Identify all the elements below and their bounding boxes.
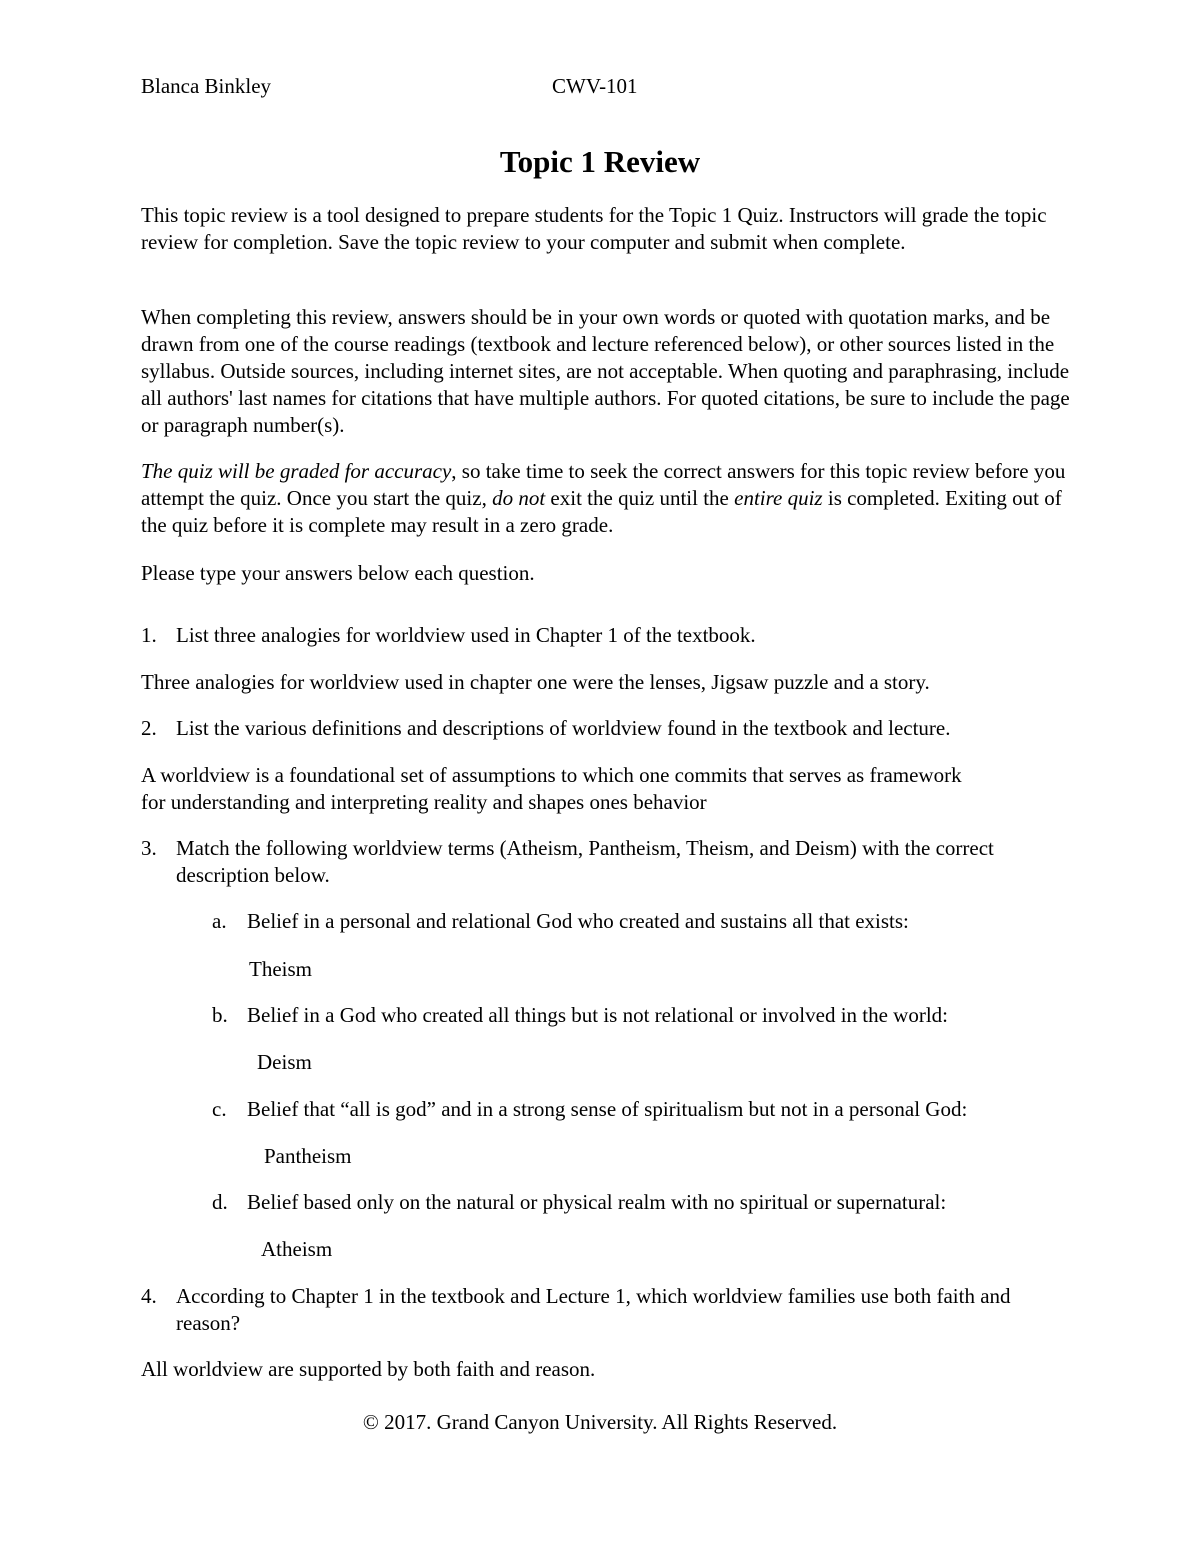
intro-paragraph-2-text: When completing this review, answers should be in your own words or quoted with quotation marks, and be drawn from one of the course readings (textbook and lecture referenced below), or other sources listed in the syllabus. Outside sources, including internet sites, are not acceptable. When quoting and paraphrasing, include all authors' last names for citations that have multiple authors. For quoted citations, be sure to include the page or paragraph number(s). [141,305,1070,437]
intro-paragraph-3-italic-2: do not [492,486,546,510]
question-4-number: 4. [141,1284,157,1308]
question-3a-answer: Theism [249,957,312,981]
page-title: Topic 1 Review [499,144,701,179]
intro-paragraph-3-italic-3: entire quiz [734,486,823,510]
question-3d-answer: Atheism [261,1237,333,1261]
question-3b-letter: b. [212,1003,228,1027]
question-3c-answer: Pantheism [264,1144,352,1168]
answer-2-text: A worldview is a foundational set of assumptions to which one commits that serves as framework for understanding and interpreting reality and shapes ones behavior [141,763,962,814]
question-1-text: List three analogies for worldview used in Chapter 1 of the textbook. [176,623,756,647]
question-2-text: List the various definitions and descriptions of worldview found in the textbook and lecture. [176,716,951,740]
question-3-number: 3. [141,836,157,860]
header-author: Blanca Binkley [141,74,272,98]
question-1-number: 1. [141,623,157,647]
copyright-footer: © 2017. Grand Canyon University. All Rights Reserved. [362,1410,838,1434]
answer-1-text: Three analogies for worldview used in chapter one were the lenses, Jigsaw puzzle and a story. [141,670,930,694]
question-3-text: Match the following worldview terms (Atheism, Pantheism, Theism, and Deism) with the correct description below. [176,836,994,887]
answer-4-text: All worldview are supported by both faith and reason. [141,1357,596,1381]
intro-paragraph-1-text: This topic review is a tool designed to prepare students for the Topic 1 Quiz. Instructors will grade the topic review for completion. Save the topic review to your computer and submit when complete. [141,203,1047,254]
intro-paragraph-3-part-4: is completed. Exiting out of the quiz before it is complete may result in a zero grade. [141,486,1062,537]
intro-paragraph-1 [141,202,1071,256]
intro-paragraph-3 [141,458,1071,539]
intro-paragraph-4-text: Please type your answers below each question. [141,561,535,585]
question-3c-text: Belief that “all is god” and in a strong sense of spiritualism but not in a personal God: [247,1097,968,1121]
question-3b-text: Belief in a God who created all things but is not relational or involved in the world: [247,1003,949,1027]
intro-paragraph-3-italic-1: The quiz will be graded for accuracy [141,459,452,483]
answer-1 [141,669,1071,696]
intro-paragraph-3-part-3: exit the quiz until the [545,486,735,510]
intro-paragraph-2 [141,304,1071,439]
answer-2 [141,762,991,816]
header-course: CWV-101 [552,74,638,98]
intro-paragraph-3-part-2: , so take time to seek the correct answers for this topic review before you attempt the quiz. Once you start the quiz, [141,459,1066,510]
question-3d-text: Belief based only on the natural or physical realm with no spiritual or supernatural: [247,1190,947,1214]
question-4-text: According to Chapter 1 in the textbook and Lecture 1, which worldview families use both faith and reason? [176,1284,1011,1335]
question-3d-letter: d. [212,1190,228,1214]
question-3b-answer: Deism [257,1050,312,1074]
question-3a-letter: a. [212,909,227,933]
question-3c-letter: c. [212,1097,227,1121]
answer-4 [141,1356,1071,1383]
question-3a-text: Belief in a personal and relational God who created and sustains all that exists: [247,909,909,933]
intro-paragraph-4 [141,560,1071,587]
question-2-number: 2. [141,716,157,740]
